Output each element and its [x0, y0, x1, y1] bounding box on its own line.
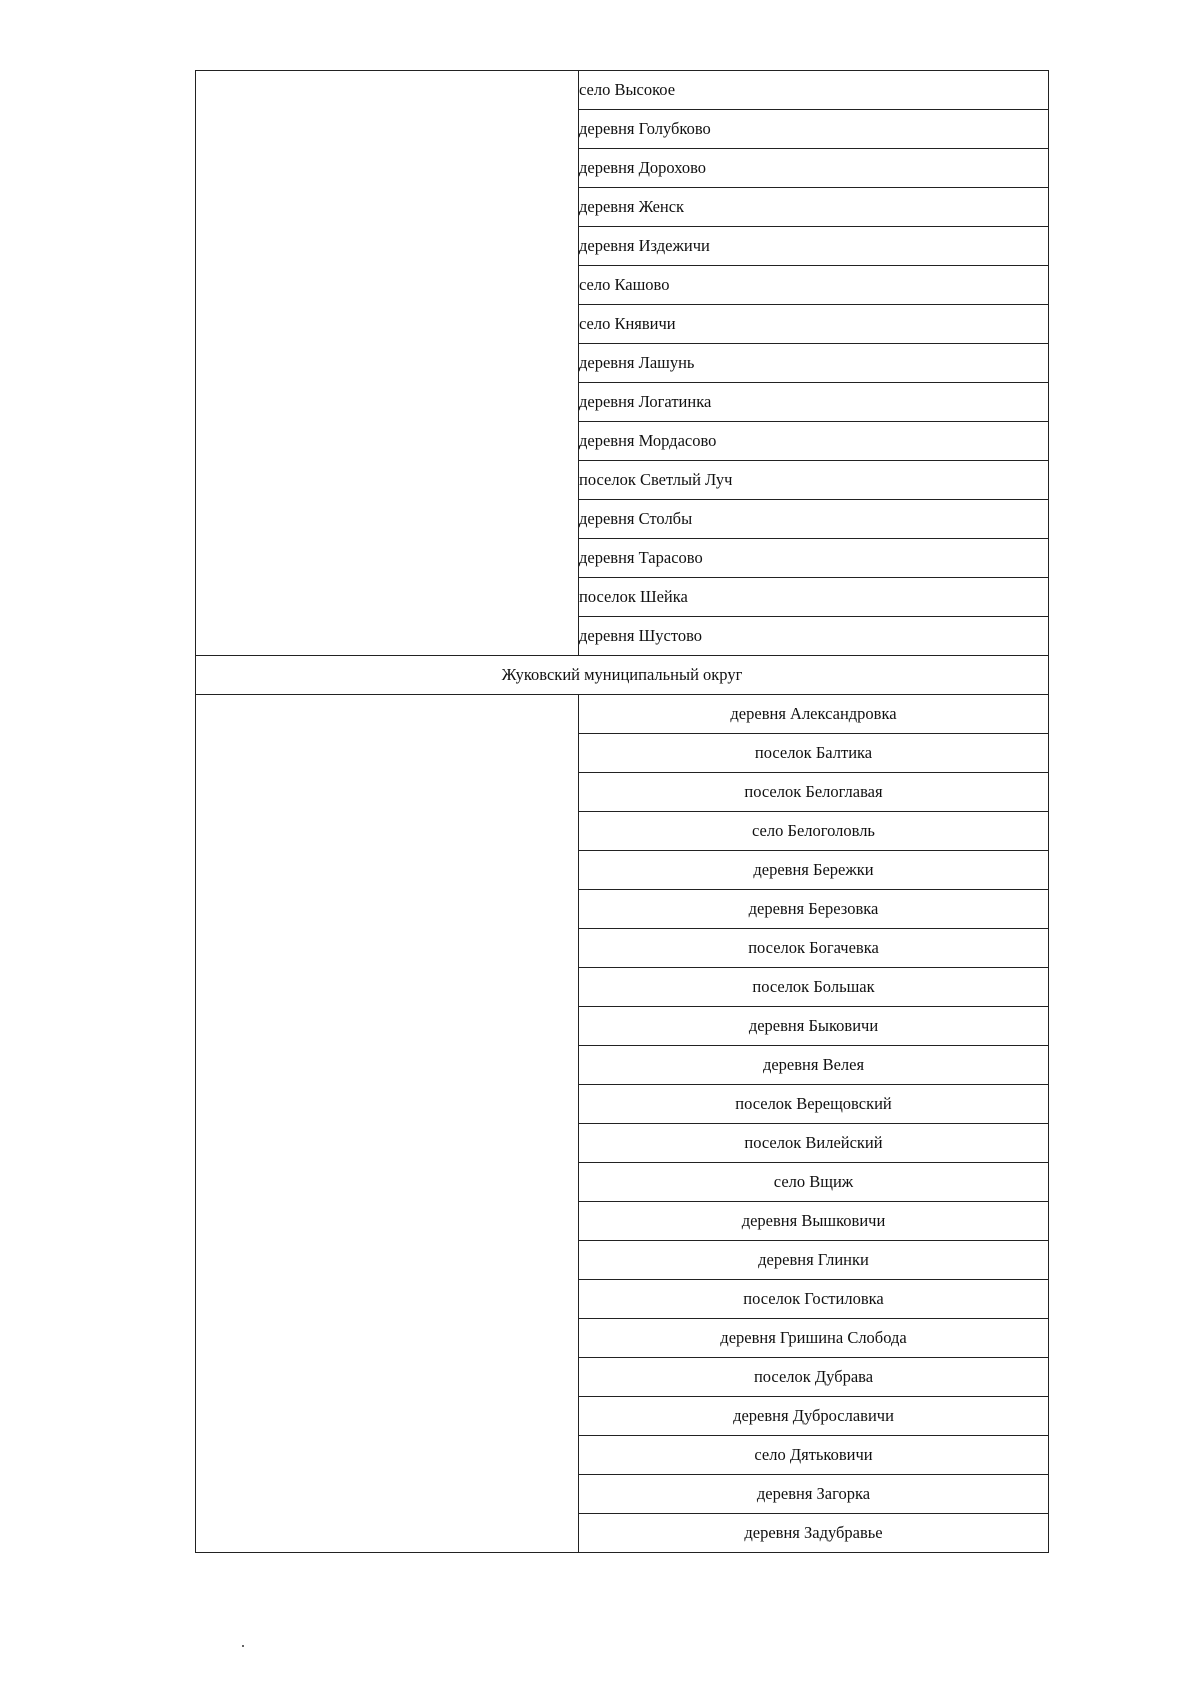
settlement-cell: деревня Березовка	[579, 890, 1049, 929]
settlement-cell: деревня Дорохово	[579, 149, 1049, 188]
table-body	[196, 71, 1049, 1553]
settlement-cell: поселок Богачевка	[579, 929, 1049, 968]
table-row	[196, 695, 1049, 734]
settlement-cell: село Княвичи	[579, 305, 1049, 344]
settlement-cell: поселок Шейка	[579, 578, 1049, 617]
settlement-cell: село Белоголовль	[579, 812, 1049, 851]
settlement-cell: деревня Загорка	[579, 1475, 1049, 1514]
settlement-cell: деревня Александровка	[579, 695, 1049, 734]
settlement-cell: деревня Логатинка	[579, 383, 1049, 422]
settlement-cell: поселок Верещовский	[579, 1085, 1049, 1124]
settlement-cell: деревня Глинки	[579, 1241, 1049, 1280]
settlement-cell: деревня Бережки	[579, 851, 1049, 890]
settlement-cell: поселок Балтика	[579, 734, 1049, 773]
district-name: Жуковский муниципальный округ	[196, 656, 1049, 695]
district-blank-cell	[196, 71, 579, 656]
table-row	[196, 71, 1049, 110]
settlement-cell: деревня Дуброславичи	[579, 1397, 1049, 1436]
stray-mark	[242, 1645, 244, 1647]
settlement-cell: деревня Быковичи	[579, 1007, 1049, 1046]
settlement-cell: поселок Белоглавая	[579, 773, 1049, 812]
settlement-cell: поселок Гостиловка	[579, 1280, 1049, 1319]
settlement-cell: поселок Светлый Луч	[579, 461, 1049, 500]
settlement-cell: деревня Столбы	[579, 500, 1049, 539]
settlement-cell: деревня Голубково	[579, 110, 1049, 149]
district-header-row	[196, 656, 1049, 695]
settlement-cell: деревня Лашунь	[579, 344, 1049, 383]
settlement-cell: село Кашово	[579, 266, 1049, 305]
settlement-cell: село Вщиж	[579, 1163, 1049, 1202]
settlement-cell: поселок Дубрава	[579, 1358, 1049, 1397]
settlement-cell: деревня Издежичи	[579, 227, 1049, 266]
settlement-cell: деревня Велея	[579, 1046, 1049, 1085]
district-blank-cell	[196, 695, 579, 1553]
settlement-cell: деревня Гришина Слобода	[579, 1319, 1049, 1358]
settlement-cell: поселок Вилейский	[579, 1124, 1049, 1163]
settlements-table	[195, 70, 1049, 1553]
settlement-cell: село Высокое	[579, 71, 1049, 110]
settlement-cell: деревня Шустово	[579, 617, 1049, 656]
settlement-cell: поселок Большак	[579, 968, 1049, 1007]
settlement-cell: село Дятьковичи	[579, 1436, 1049, 1475]
settlement-cell: деревня Задубравье	[579, 1514, 1049, 1553]
settlement-cell: деревня Женск	[579, 188, 1049, 227]
settlement-cell: деревня Тарасово	[579, 539, 1049, 578]
settlement-cell: деревня Вышковичи	[579, 1202, 1049, 1241]
settlement-cell: деревня Мордасово	[579, 422, 1049, 461]
